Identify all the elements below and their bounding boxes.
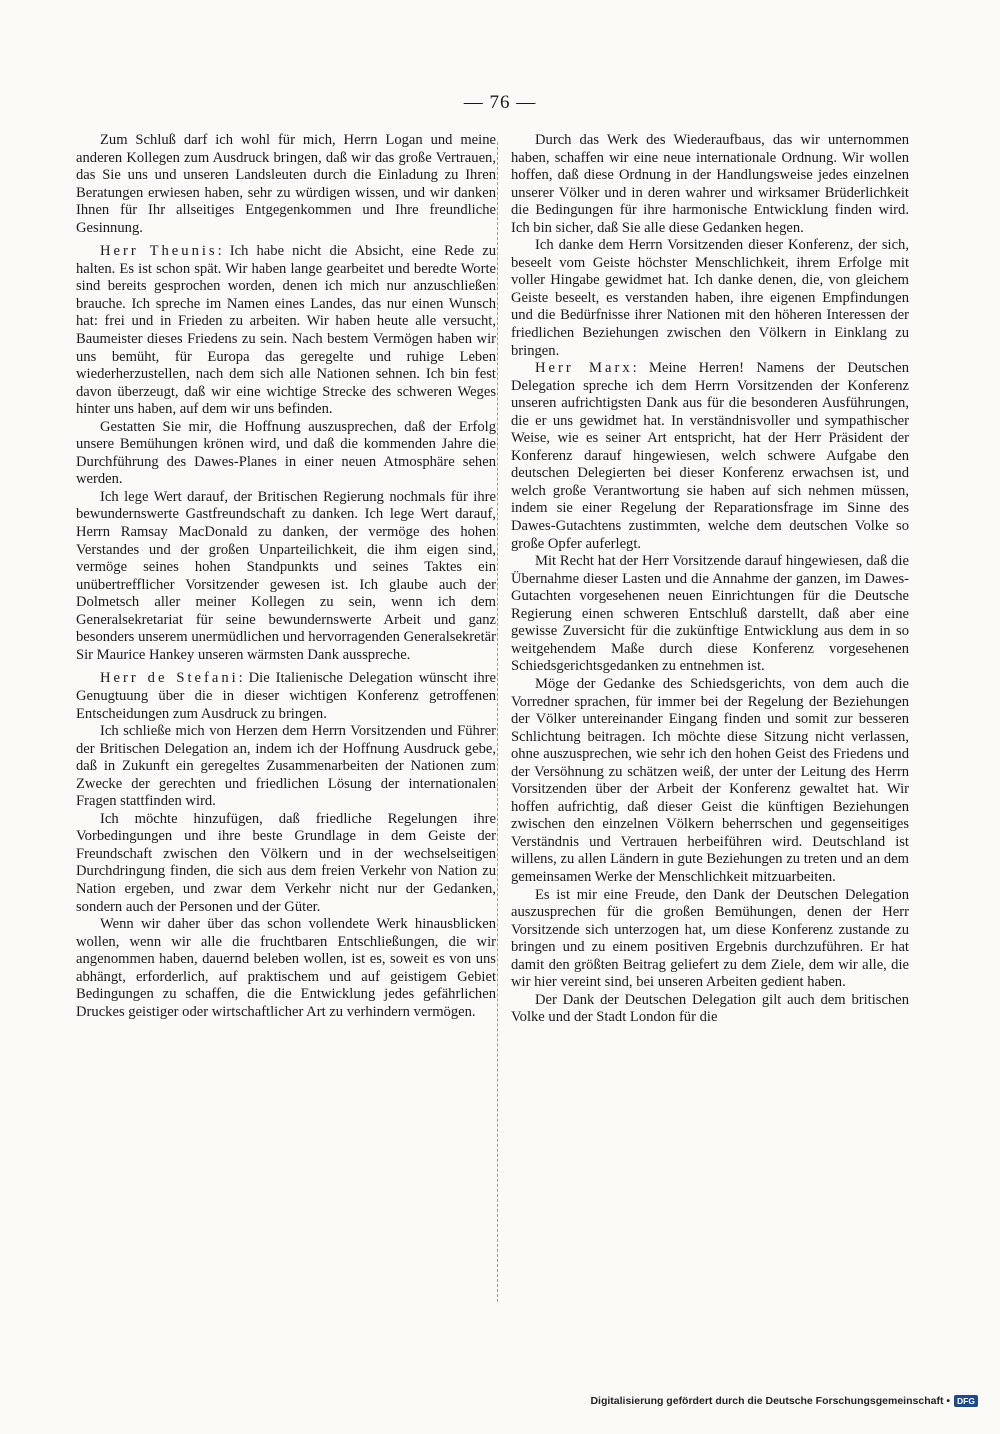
paragraph: Es ist mir eine Freude, den Dank der Deutschen Delegation auszusprechen für die großen Bemühungen, denen der Herr Vorsitzende sich unterzogen hat, um diese Konferenz zustande zu bringen und zu einem positiven Ergebnis durchzuführen. Er hat damit den größten Beitrag geliefert zu dem Ziele, dem wir alle, die wir hier vereint sind, bei unseren Arbeiten gedient haben.: [511, 886, 909, 991]
paragraph: Möge der Gedanke des Schiedsgerichts, von dem auch die Vorredner sprachen, für immer bei der Regelung der Beziehungen der Völker untereinander Eingang finden und somit zur besseren Schlichtung beitragen. Ich möchte diese Sitzung nicht verlassen, ohne auszusprechen, wie sehr ich den hohen Geist des Friedens und der Versöhnung zu schätzen weiß, der unter der Leitung des Herrn Vorsitzenden über der Arbeit der Konferenz gewaltet hat. Wir hoffen aufrichtig, daß dieser Geist die künftigen Beziehungen zwischen den einzelnen Völkern beherrschen und gegenseitiges Verständnis und Vertrauen herbeiführen wird. Deutschland ist willens, zu allen Ländern in gute Beziehungen zu treten und an dem gemeinsamen Werke der Menschlichkeit mitzuarbeiten.: [511, 675, 909, 885]
paragraph: Der Dank der Deutschen Delegation gilt auch dem britischen Volke und der Stadt London für die: [511, 991, 909, 1026]
paragraph-text: : Die Italienische Delegation wünscht ihre Genugtuung über die in dieser wichtigen Konferenz getroffenen Entscheidungen zum Ausdruck zu bringen.: [76, 670, 496, 722]
paragraph: Durch das Werk des Wiederaufbaus, das wir unternommen haben, schaffen wir eine neue internationale Ordnung. Wir wollen hoffen, daß diese Ordnung in der Handlungsweise jedes einzelnen unserer Völker und in deren wahrer und wirksamer Brüderlichkeit die Bedingungen für ihre harmonische Entwicklung finden wird. Ich bin sicher, daß Sie alle diese Gedanken hegen.: [511, 132, 909, 236]
left-column: [76, 132, 496, 1021]
dfg-logo: DFG: [954, 1395, 978, 1407]
speaker-name: Herr Marx: [535, 360, 633, 377]
speech-de-stefani: [76, 670, 496, 723]
page-number: — 76 —: [463, 92, 537, 113]
paragraph: Mit Recht hat der Herr Vorsitzende darauf hingewiesen, daß die Übernahme dieser Lasten und die Annahme der ganzen, im Dawes-Gutachten vorgesehenen neuen Einrichtungen für die Deutsche Regierung einen schweren Entschluß darstellt, daß aber eine gewisse Zuversicht für die zukünftige Entwicklung aus dem in so weitgehendem Maße durch diese Konferenz vorgesehenen Schiedsgerichtsgedanken zu entnehmen ist.: [511, 553, 909, 675]
speaker-name: Herr de Stefani: [100, 670, 239, 687]
paragraph: Zum Schluß darf ich wohl für mich, Herrn Logan und meine anderen Kollegen zum Ausdruck bringen, daß wir das große Vertrauen, das Sie uns und unseren Landsleuten durch die Einladung zu Ihren Beratungen erwiesen haben, sehr zu würdigen wissen, und wir danken Ihnen für Ihr allseitiges Entgegenkommen und Ihre freundliche Gesinnung.: [76, 132, 496, 236]
paragraph: Ich schließe mich von Herzen dem Herrn Vorsitzenden und Führer der Britischen Delegation an, indem ich der Hoffnung Ausdruck gebe, daß in Zukunft ein geregeltes Zusammenarbeiten der Nationen zum Zwecke der gerechten und friedlichen Lösung der internationalen Fragen stattfinden wird.: [76, 723, 496, 810]
right-column: [511, 132, 909, 1027]
paragraph-text: : Ich habe nicht die Absicht, eine Rede zu halten. Es ist schon spät. Wir haben lange gearbeitet und beredte Worte sind bereits gesprochen worden, denen ich mich nur anzuschließen brauche. Ich spreche im Namen eines Landes, das nur einen Wunsch hat: frei und in Frieden zu arbeiten. Wir haben heute alle versucht, Baumeister dieses Friedens zu sein. Nach bestem Vermögen haben wir uns bemüht, für Europa das geregelte und ruhige Leben wiederherzustellen, nach dem sich alle Nationen sehnen. Ich bin fest davon überzeugt, daß wir eine wichtige Strecke des schweren Weges hinter uns haben, auf dem wir uns befinden.: [76, 243, 497, 418]
paragraph: Ich lege Wert darauf, der Britischen Regierung nochmals für ihre bewundernswerte Gastfreundschaft zu danken. Ich lege Wert darauf, Herrn Ramsay MacDonald zu danken, der vermöge des hohen Verstandes und der großen Unparteilichkeit, die ihm eigen sind, vermöge seines hohen Standpunkts und seines Taktes ein unübertrefflicher Vorsitzender gewesen ist. Ich glaube auch der Dolmetsch aller meiner Kollegen zu sein, wenn ich dem Generalsekretariat für seine bewundernswerte Arbeit und ganz besonders unserem unermüdlichen und hervorragenden Generalsekretär Sir Maurice Hankey unseren wärmsten Dank ausspreche.: [76, 488, 496, 663]
speaker-name: Herr Theunis: [100, 243, 218, 260]
paragraph: Gestatten Sie mir, die Hoffnung auszusprechen, daß der Erfolg unsere Bemühungen krönen wird, und daß die kommenden Jahre die Durchführung des Dawes-Planes in einer neuen Atmosphäre sehen werden.: [76, 418, 496, 488]
paragraph-text: : Meine Herren! Namens der Deutschen Delegation spreche ich dem Herrn Vorsitzenden der Konferenz unseren aufrichtigsten Dank aus für die besonderen Ausführungen, die er uns gewidmet hat. In verständnisvoller und sympathischer Weise, wie es seiner Art entspricht, hat der Herr Präsident der Konferenz darauf hingewiesen, welch schwere Aufgabe den deutschen Delegierten bei dieser Konferenz erwachsen ist, und welch große Verantwortung sie haben auf sich nehmen müssen, indem sie einer Regelung der Reparationsfrage im Sinne des Dawes-Gutachtens zustimmten, welche dem deutschen Volke so große Opfer auferlegt.: [511, 360, 909, 552]
speech-marx: [511, 360, 909, 553]
paragraph: Ich möchte hinzufügen, daß friedliche Regelungen ihre Vorbedingungen und ihre beste Grundlage in dem Geiste der Freundschaft zwischen den Völkern und in der wechselseitigen Durchdringung finden, die sich aus dem freien Verkehr von Nation zu Nation ergeben, und zwar dem Verkehr nicht nur der Gedanken, sondern auch der Personen und der Güter.: [76, 810, 496, 915]
paragraph: Ich danke dem Herrn Vorsitzenden dieser Konferenz, der sich, beseelt vom Geiste höchster Menschlichkeit, ihrem Erfolge mit voller Hingabe gewidmet hat. Ich danke denen, die, von gleichem Geiste beseelt, es verstanden haben, ihre eigenen Empfindungen und die Bedürfnisse ihrer Nationen mit den höheren Interessen der friedlichen Beziehungen zwischen den Völkern in Einklang zu bringen.: [511, 237, 909, 359]
digitization-footer: [590, 1395, 978, 1407]
column-divider: [497, 142, 498, 1302]
speech-theunis: [76, 243, 496, 418]
footer-text: Digitalisierung gefördert durch die Deutsche Forschungsgemeinschaft •: [590, 1395, 951, 1407]
paragraph: Wenn wir daher über das schon vollendete Werk hinausblicken wollen, wenn wir alle die fruchtbaren Entschließungen, die wir angenommen haben, dauernd beleben wollen, ist es, soweit es von uns abhängt, erforderlich, auf praktischem und auf geistigem Gebiet Bedingungen zu schaffen, die die Entwicklung jedes gefährlichen Druckes geistiger oder wirtschaftlicher Art zu verhindern vermögen.: [76, 916, 496, 1020]
